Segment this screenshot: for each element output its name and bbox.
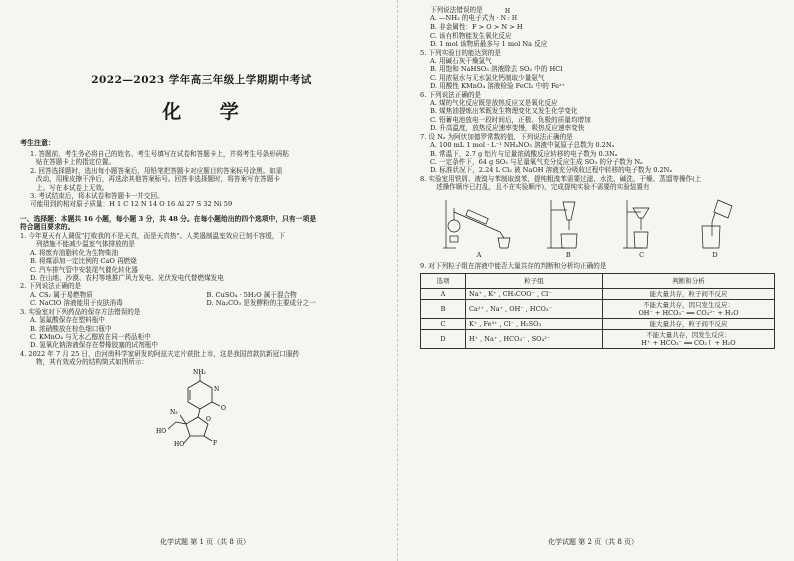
notice-line: 改动，用橡皮擦干净后，再选涂其他答案标号。回答非选择题时，将答案写在答题卡 <box>36 175 280 184</box>
ho-top-label: HO <box>156 427 167 435</box>
apparatus-c <box>619 196 665 259</box>
question-line: 述操作顺序已打乱，且不在实验顺序)，完成提纯实验不需要的实验装置有 <box>436 183 650 192</box>
question-9-stem: 9. 对下列粒子组在溶液中能否大量共存的判断和分析均正确的是 <box>420 261 607 270</box>
ion-coexistence-table <box>420 273 775 349</box>
apparatus-label: C <box>639 250 645 259</box>
ions-cell: H⁺ , Na⁺ , HCO₃⁻ , SO₄²⁻ <box>466 329 603 348</box>
notice-list <box>20 150 383 209</box>
analysis-cell <box>603 329 775 348</box>
option-d: D. 用酸性 KMnO₄ 溶液检验 FeCl₂ 中的 Fe²⁺ <box>430 82 566 91</box>
option-c: C. 铅蓄电池放电一段时间后，正极、负极的质量均增加 <box>430 115 591 124</box>
option-b: B. 将煤添加一定比例的 CaO 再燃烧 <box>30 257 137 266</box>
option-a: A. CS₂ 属于易燃物质 <box>30 290 93 299</box>
question-line: 下列说法错误的是 <box>430 6 483 14</box>
analysis-line: 不能大量共存，因发生反应： <box>646 330 731 339</box>
option-a: A. 用碱石灰干燥氯气 <box>430 57 492 66</box>
question-2 <box>20 282 383 307</box>
option-a: A. 将废弃油脂转化为生物柴油 <box>30 248 119 257</box>
analysis-line: 能大量共存，粒子间不反应 <box>649 319 728 328</box>
filtration-funnel-icon <box>619 196 665 250</box>
apparatus-figures <box>440 196 740 259</box>
option-d: D. 氢氧化钠溶液保存在带橡胶塞的试剂瓶中 <box>30 341 158 350</box>
column-header: 粒子组 <box>466 273 603 288</box>
apparatus-label: A <box>476 250 482 259</box>
beaker-pouring-icon <box>690 196 740 250</box>
option-a: A. 100 mL 1 mol · L⁻¹ NH₄NO₃ 溶液中氮原子总数为 0.2Nₐ <box>430 141 615 150</box>
question-line: 6. 下列说法正确的是 <box>420 90 482 99</box>
analysis-line: 不能大量共存，因只发生反应： <box>643 300 734 309</box>
option-c: C. 一定条件下，64 g SO₂ 与足量氧气充分反应生成 SO₃ 的分子数为 Nₐ <box>430 157 643 166</box>
option-b: B. 浓硝酸放在棕色细口瓶中 <box>30 324 112 333</box>
question-line: 物，其有效成分的结构简式如图所示： <box>36 358 149 367</box>
table-row <box>421 288 775 299</box>
exam-title: 2022—2023 学年高三年级上学期期中考试 <box>91 74 312 86</box>
ions-cell: Na⁺ , K⁺ , CH₃COO⁻ , Cl⁻ <box>466 288 603 299</box>
electron-h-right: H <box>511 15 518 23</box>
option-c: C. 汽车排气管中安装尾气催化转化器 <box>30 265 138 274</box>
option-cell: A <box>421 288 466 299</box>
option-d: D. 1 mol 该物质最多与 1 mol Na 反应 <box>430 40 548 49</box>
electron-h-top: H <box>504 8 511 16</box>
nh2-label: NH₂ <box>193 368 206 376</box>
table-row <box>421 299 775 318</box>
column-header: 选项 <box>421 273 466 288</box>
option-d: D. 升高温度，放热反应速率变慢，吸热反应速率变快 <box>430 124 585 133</box>
option-b: B. 非金属性：F > O > N > H <box>430 23 523 32</box>
notice-line: 2. 回答选择题时，选出每小题答案后，用铅笔把答题卡对应题目的答案标号涂黑。如需 <box>30 166 283 175</box>
analysis-cell <box>603 288 775 299</box>
apparatus-d <box>690 196 740 259</box>
table-row <box>421 318 775 329</box>
apparatus-label: D <box>712 250 718 259</box>
f-label: F <box>213 439 218 447</box>
o-carbonyl-label: O <box>221 404 226 412</box>
question-line: 4. 2022 年 7 月 25 日，由河南科学家研发的阿兹夫定片获批上市，这是我国首款抗新冠口服药 <box>20 349 300 358</box>
apparatus-a <box>440 196 518 259</box>
electron-dot-formula <box>496 8 518 23</box>
question-line: 5. 下列实验目的能达到的是 <box>420 48 501 57</box>
analysis-line: H⁺ + HCO₃⁻ ══ CO₂↑ + H₂O <box>641 338 736 347</box>
option-c: C. 用浓氨水与无水氯化钙制取少量氨气 <box>430 73 545 82</box>
electron-center: · N : <box>496 15 510 23</box>
question-7 <box>420 133 782 175</box>
notice-line: 1. 答题前，考生务必将自己的姓名、考生号填写在试卷和答题卡上，并将考生号条形码粘 <box>30 150 289 158</box>
ions-cell: Ca²⁺ , Na⁺ , OH⁻ , HCO₃⁻ <box>466 299 603 318</box>
option-d: D. 在山地、沙漠、农村等地推广风力发电、光伏发电代替燃煤发电 <box>30 274 224 283</box>
question-6 <box>420 91 782 133</box>
option-b: B. 煤焦油提炼出苯既发生物理变化又发生化学变化 <box>430 107 578 116</box>
option-c: C. KMnO₄ 与无水乙醇放在同一药品柜中 <box>30 332 151 341</box>
notice-line: 3. 考试结束后，将本试卷和答题卡一并交回。 <box>30 192 164 201</box>
analysis-line: 能大量共存，粒子间不反应 <box>649 289 728 298</box>
subject-title: 化 学 <box>162 101 255 123</box>
option-a-text: A. —NH₂ 的电子式为 <box>430 14 495 23</box>
o-ring-label: O <box>206 415 211 423</box>
question-3 <box>20 308 383 350</box>
structure-formula <box>140 369 383 451</box>
question-line: 列措施不能减少温室气体排放的是 <box>36 240 135 249</box>
notice-heading: 考生注意： <box>20 138 55 147</box>
option-b: B. 用饱和 NaHSO₃ 溶液除去 SO₂ 中的 HCl <box>430 65 563 74</box>
ho-bottom-label: HO <box>174 440 185 448</box>
apparatus-b <box>543 196 593 259</box>
analysis-cell <box>603 299 775 318</box>
option-d: D. 标准状况下，2.24 L Cl₂ 被 NaOH 溶液充分吸收过程中转移的电子数为 0.2Nₐ <box>430 166 672 175</box>
exam-page-right <box>397 0 794 561</box>
notice-line: 上。写在本试卷上无效。 <box>36 183 109 192</box>
distillation-apparatus-icon <box>440 196 518 250</box>
option-a: A. 氢氟酸保存在塑料瓶中 <box>30 316 105 325</box>
option-cell: D <box>421 329 466 348</box>
option-c: C. NaClO 溶液能用于皮肤消毒 <box>30 299 123 308</box>
option-b: B. CuSO₄ · 5H₂O 属于混合物 <box>206 290 297 299</box>
notice-line: 贴在答题卡上的指定位置。 <box>36 158 116 167</box>
page-footer: 化学试题 第 2 页（共 8 页） <box>548 538 639 546</box>
question-8 <box>420 175 782 192</box>
ions-cell: K⁺ , Fe³⁺ , Cl⁻ , H₂SO₃ <box>466 318 603 329</box>
question-4 <box>20 350 383 367</box>
question-line: 8. 实验室用铁屑、液溴与苯制取溴苯，提纯粗溴苯需要过滤、水洗、碱洗、干燥、蒸馏等操作(上 <box>420 174 702 183</box>
question-line: 7. 设 Nₐ 为阿伏加德罗常数的值，下列说法正确的是 <box>420 132 573 141</box>
n3-label: N₃ <box>170 408 178 416</box>
notice-line: 可能用到的相对原子质量：H 1 C 12 N 14 O 16 Al 27 S 32 Ni 59 <box>30 200 233 209</box>
column-header: 判断和分析 <box>603 273 775 288</box>
question-5 <box>420 49 782 91</box>
apparatus-label: B <box>565 250 571 259</box>
option-cell: B <box>421 299 466 318</box>
table-row <box>421 329 775 348</box>
separatory-funnel-icon <box>543 196 593 250</box>
option-b: B. 常温下，2.7 g 铝片与足量浓硫酸反应转移的电子数为 0.3Nₐ <box>430 149 618 158</box>
azvudine-structure <box>140 369 260 447</box>
section-heading-cont: 符合题目要求的。 <box>20 223 75 232</box>
n-ring-label: N <box>214 385 220 393</box>
analysis-cell <box>603 318 775 329</box>
question-1 <box>20 232 383 282</box>
question-line: 3. 实验室对下列药品的保存方法错误的是 <box>20 307 141 316</box>
section-heading: 一、选择题：本题共 16 小题，每小题 3 分，共 48 分。在每小题给出的四个选项中，只有一项是 <box>20 214 317 223</box>
table-header-row <box>421 273 775 288</box>
option-d: D. Na₂CO₃ 是发酵粉的主要成分之一 <box>206 299 316 308</box>
option-cell: C <box>421 318 466 329</box>
analysis-line: OH⁻ + HCO₃⁻ ══ CO₃²⁻ + H₂O <box>638 308 739 317</box>
option-c: C. 该有机物能发生氧化反应 <box>430 31 512 40</box>
question-line: 2. 下列说法正确的是 <box>20 282 82 291</box>
page-footer: 化学试题 第 1 页（共 8 页） <box>160 538 251 546</box>
question-line: 1. 今年夏天有人调侃"打败我的不是天真，而是天真热"。人类遏制温室效应已刻不容缓，下 <box>20 232 286 241</box>
option-a: A. 煤的气化反应既是放热反应又是氧化反应 <box>430 99 558 108</box>
